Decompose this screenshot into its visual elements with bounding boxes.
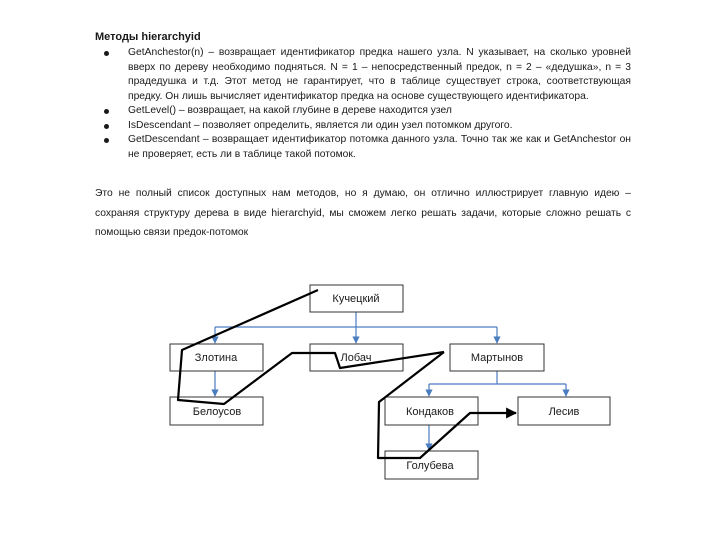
node-label-martynov: Мартынов (470, 352, 524, 364)
summary-paragraph: Это не полный список доступных нам методов, но я думаю, он отлично иллюстрирует главную идею – сохраняя структуру дерева в виде hierarchyid, мы сможем легко решать задачи, которые сложно решать с помощью связи предок-потомок (95, 188, 631, 238)
tree-edges (215, 312, 566, 450)
node-label-lobach: Лобач (340, 352, 372, 364)
node-label-golubeva: Голубева (406, 460, 454, 472)
node-label-kondakov: Кондаков (405, 406, 455, 418)
section-title: Методы hierarchyid (95, 31, 201, 43)
node-label-root: Кучецкий (332, 293, 380, 305)
tree-nodes (170, 285, 610, 479)
node-label-zlotina: Злотина (194, 352, 238, 364)
bullet-text: GetDescendant – возвращает идентификатор потомка данного узла. Точно так же как и GetAnchestor он не проверяет, есть ли в таблице такой потомок. (128, 134, 631, 160)
bullet-text: IsDescendant – позволяет определить, является ли один узел потомком другого. (128, 119, 513, 131)
bullet-text: GetLevel() – возвращает, на какой глубине в дереве находится узел (128, 105, 452, 116)
bullet-text: GetAnchestor(n) – возвращает идентификатор предка нашего узла. N указывает, на сколько уровней вверх по дереву необходимо подняться. N = 1 – непосредственный предок, n = 2 – «дедушка», n = 3 прадедушка и т.д. Этот метод не гарантирует, что в таблице существует строка, соответствующая предку. Он лишь вычисляет идентификатор предка на основе существующего идентификатора. (128, 47, 631, 102)
node-label-belousov: Белоусов (192, 406, 242, 418)
traversal-path (178, 290, 516, 458)
node-label-lesiv: Лесив (548, 406, 580, 418)
